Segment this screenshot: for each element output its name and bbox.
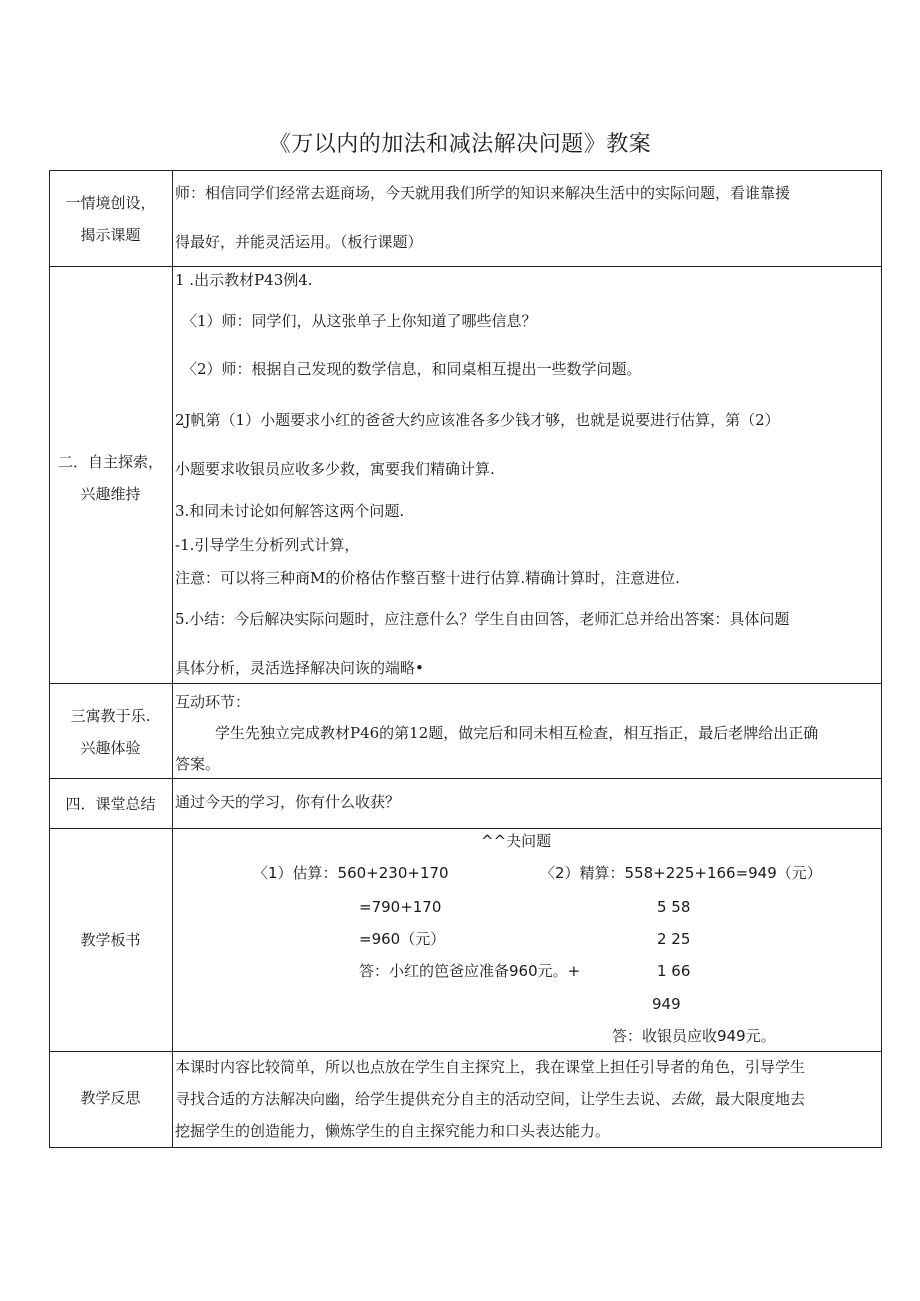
row-divider-4 — [49, 828, 882, 829]
explore-line-3: 〈2）师：根据自己发现的数学信息，和同桌相互提出一些数学问题。 — [182, 360, 642, 378]
board-estimate-line-1: 〈1）估算：560+230+170 — [253, 864, 449, 882]
table-border-bottom — [49, 1147, 882, 1148]
board-exact-sum: 949 — [652, 995, 681, 1013]
board-heading: ^^夬问题 — [481, 832, 552, 850]
summary-line: 通过今天的学习，你有什么收获？ — [175, 793, 401, 811]
board-estimate-line-2: =790+170 — [359, 898, 442, 916]
explore-line-9: 5.小结：今后解决实际问题时，应注意什么？学生自由回答，老师汇总并给出答案：具体问题 — [175, 610, 790, 628]
board-exact-answer: 答：收银员应收949元。 — [612, 1027, 776, 1045]
board-exact-line-1: 〈2）精算：558+225+166=949（元） — [540, 864, 822, 882]
board-estimate-line-3: =960（元） — [359, 930, 446, 948]
explore-line-7: -1.引导学生分析列式计算， — [175, 536, 360, 554]
explore-line-8: 注意：可以将三种商M的价格估作整百整十进行估算.精确计算时，注意进位. — [175, 569, 680, 587]
reflection-line-2: 寻找合适的方法解决向幽，给学生提供充分自主的活动空间，让学生去说、去做，最大限度地去 — [175, 1090, 806, 1108]
row-label-fun: 三寓教于乐. 兴趣体验 — [70, 707, 151, 757]
fun-line-2: 学生先独立完成教材P46的第12题，做完后和同未相互检查，相互指正，最后老牌给出正确 — [215, 724, 819, 742]
document-title: 《万以内的加法和减法解决问题》教案 — [268, 132, 652, 157]
explore-line-2: 〈1）师：同学们，从这张单子上你知道了哪些信息？ — [182, 312, 537, 330]
board-exact-addend-2: 2 25 — [657, 930, 691, 948]
board-exact-addend-1: 5 58 — [657, 898, 691, 916]
row-divider-5 — [49, 1051, 882, 1052]
row-label-summary: 四．课堂总结 — [65, 795, 156, 813]
reflection-line-1: 本课时内容比较简单，所以也点放在学生自主探究上，我在课堂上担任引导者的角色，引导学生 — [175, 1058, 806, 1076]
table-border-right — [881, 170, 882, 1147]
explore-line-1: 1 .出示教材P43例4. — [175, 271, 313, 289]
fun-line-3: 答案。 — [175, 755, 221, 773]
fun-line-1: 互动环节： — [175, 693, 251, 711]
column-divider — [172, 170, 173, 1147]
row-label-reflection: 教学反思 — [80, 1089, 141, 1107]
row-divider-1 — [49, 266, 882, 267]
table-border-top — [49, 170, 882, 171]
table-border-left — [49, 170, 50, 1147]
explore-line-10: 具体分析，灵活选择解决问诙的端略• — [175, 659, 424, 677]
explore-line-6: 3.和同未讨论如何解答这两个问题. — [175, 502, 405, 520]
row-divider-3 — [49, 778, 882, 779]
explore-line-5: 小题要求收银员应收多少救，寓要我们精确计算. — [175, 460, 495, 478]
explore-line-4: 2J帆第（1）小题要求小红的爸爸大约应该准各多少钱才够，也就是说要进行估算，第（2） — [175, 411, 780, 429]
intro-line-2: 得最好，并能灵活运用。（板行课题） — [175, 233, 423, 251]
row-label-board: 教学板书 — [80, 931, 141, 949]
row-divider-2 — [49, 683, 882, 684]
reflection-line-3: 挖掘学生的创造能力，懒炼学生的自主探究能力和口头表达能力。 — [175, 1122, 611, 1140]
board-estimate-answer: 答：小红的笆爸应准备960元。+ — [359, 962, 581, 980]
board-exact-addend-3: 1 66 — [657, 962, 691, 980]
intro-line-1: 师：相信同学们经常去逛商场，今天就用我们所学的知识来解决生活中的实际问题，看谁靠援 — [175, 184, 791, 202]
row-label-explore: 二．自主探索， 兴趣维持 — [57, 453, 163, 503]
row-label-intro: 一情境创设， 揭示课题 — [65, 194, 156, 244]
